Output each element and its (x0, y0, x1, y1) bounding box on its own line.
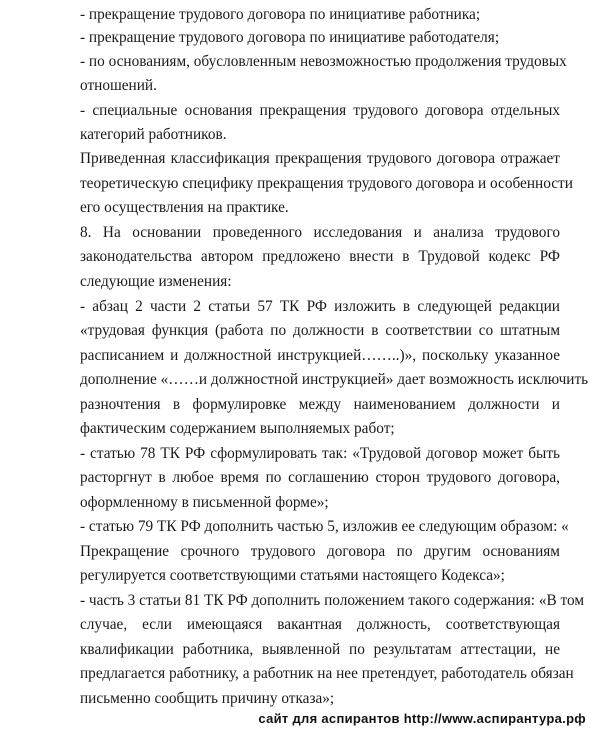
text-line: случае, если имеющаяся вакантная должность, соответствующая (80, 616, 560, 633)
text-line: фактическим содержанием выполняемых работ; (80, 420, 395, 437)
text-line: отношений. (80, 77, 157, 94)
text-line: следующие изменения: (80, 273, 232, 290)
text-line: теоретическую специфику прекращения трудового договора и особенности (80, 175, 573, 192)
text-line: законодательства автором предложено внести в Трудовой кодекс РФ (80, 248, 560, 265)
text-line: - специальные основания прекращения трудового договора отдельных (80, 102, 560, 119)
text-line: категорий работников. (80, 126, 227, 143)
text-line: его осуществления на практике. (80, 199, 289, 216)
text-line: регулируется соответствующими статьями настоящего Кодекса»; (80, 567, 505, 584)
text-line: квалификации работника, выявленной по результатам аттестации, не (80, 641, 560, 658)
text-line: - статью 79 ТК РФ дополнить частью 5, изложив ее следующим образом: « (80, 518, 569, 535)
text-line: разночтения в формулировке между наименованием должности и (80, 396, 560, 413)
text-line: - прекращение трудового договора по инициативе работника; (80, 6, 481, 23)
text-line: оформленному в письменной форме»; (80, 494, 329, 511)
text-line: предлагается работнику, а работник на нее претендует, работодатель обязан (80, 665, 574, 682)
text-line: письменно сообщить причину отказа»; (80, 690, 335, 707)
text-line: - по основаниям, обусловленным невозможностью продолжения трудовых (80, 53, 567, 70)
text-line: «трудовая функция (работа по должности в соответствии со штатным (80, 322, 560, 339)
text-line: Прекращение срочного трудового договора по другим основаниям (80, 543, 560, 560)
text-line: - часть 3 статьи 81 ТК РФ дополнить положением такого содержания: «В том (80, 592, 585, 609)
site-footer-link[interactable]: сайт для аспирантов http://www.аспирантура.рф (258, 711, 586, 726)
text-line: - прекращение трудового договора по инициативе работодателя; (80, 29, 500, 46)
text-line: расписанием и должностной инструкцией……..)», поскольку указанное (80, 347, 560, 364)
text-line: 8. На основании проведенного исследования и анализа трудового (80, 224, 560, 241)
text-line: - статью 78 ТК РФ сформулировать так: «Трудовой договор может быть (80, 445, 560, 462)
text-line: Приведенная классификация прекращения трудового договора отражает (80, 150, 560, 167)
text-line: расторгнут в любое время по соглашению сторон трудового договора, (80, 469, 560, 486)
text-line: дополнение «……и должностной инструкцией» дает возможность исключить (80, 371, 589, 388)
text-line: - абзац 2 части 2 статьи 57 ТК РФ изложить в следующей редакции (80, 298, 560, 315)
